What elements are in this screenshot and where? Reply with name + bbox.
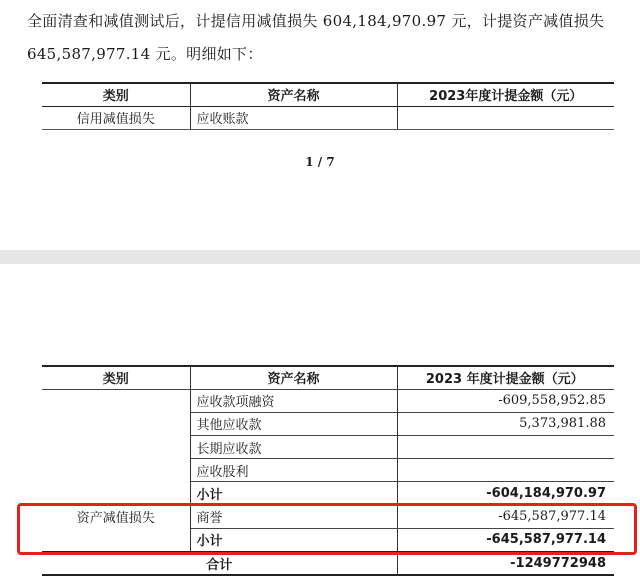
cell-asset-name: 长期应收款	[190, 436, 397, 459]
cell-amount	[397, 436, 614, 459]
subtotal-amount: -645,587,977.14	[397, 528, 614, 551]
page-separator	[0, 250, 640, 264]
table-row	[42, 436, 614, 459]
highlight-box	[17, 503, 637, 555]
cell-category	[42, 482, 190, 505]
header-asset-name: 资产名称	[190, 366, 397, 389]
subtotal-amount: -604,184,970.97	[397, 482, 614, 505]
table-row	[42, 459, 614, 482]
header-amount: 2023 年度计提金额（元）	[397, 366, 614, 389]
table-header-row	[42, 83, 614, 106]
table-row-subtotal	[42, 482, 614, 505]
page-number: 1 / 7	[305, 155, 335, 169]
table-row	[42, 106, 614, 129]
cell-asset-name: 应收账款	[190, 106, 397, 129]
header-category: 类别	[42, 366, 190, 389]
cell-asset-name: 其他应收款	[190, 412, 397, 435]
cell-asset-name: 商誉	[190, 505, 397, 528]
cell-amount	[397, 459, 614, 482]
cell-amount	[397, 106, 614, 129]
header-category: 类别	[42, 83, 190, 106]
impairment-table-part-1	[42, 82, 614, 130]
subtotal-label: 小计	[190, 482, 397, 505]
cell-category	[42, 389, 190, 412]
paragraph-line-2: 645,587,977.14 元。明细如下：	[27, 45, 263, 63]
cell-category	[42, 412, 190, 435]
header-amount: 2023年度计提金额（元）	[397, 83, 614, 106]
cell-category	[42, 436, 190, 459]
paragraph-line-1: 全面清查和减值测试后，计提信用减值损失 604,184,970.97 元，计提资产减值损失	[27, 12, 605, 30]
cell-amount: -645,587,977.14	[397, 505, 614, 528]
total-label: 合计	[42, 552, 397, 575]
table-row	[42, 412, 614, 435]
table-row	[42, 389, 614, 412]
document-page-1	[0, 0, 640, 250]
cell-category	[42, 459, 190, 482]
total-amount: -1249772948	[397, 552, 614, 575]
header-asset-name: 资产名称	[190, 83, 397, 106]
cell-amount: -609,558,952.85	[397, 389, 614, 412]
cell-category-asset-impairment: 资产减值损失	[42, 505, 190, 528]
cell-asset-name: 应收款项融资	[190, 389, 397, 412]
cell-amount: 5,373,981.88	[397, 412, 614, 435]
cell-category: 信用减值损失	[42, 106, 190, 129]
subtotal-label: 小计	[190, 528, 397, 551]
table-header-row	[42, 366, 614, 389]
cell-asset-name: 应收股利	[190, 459, 397, 482]
